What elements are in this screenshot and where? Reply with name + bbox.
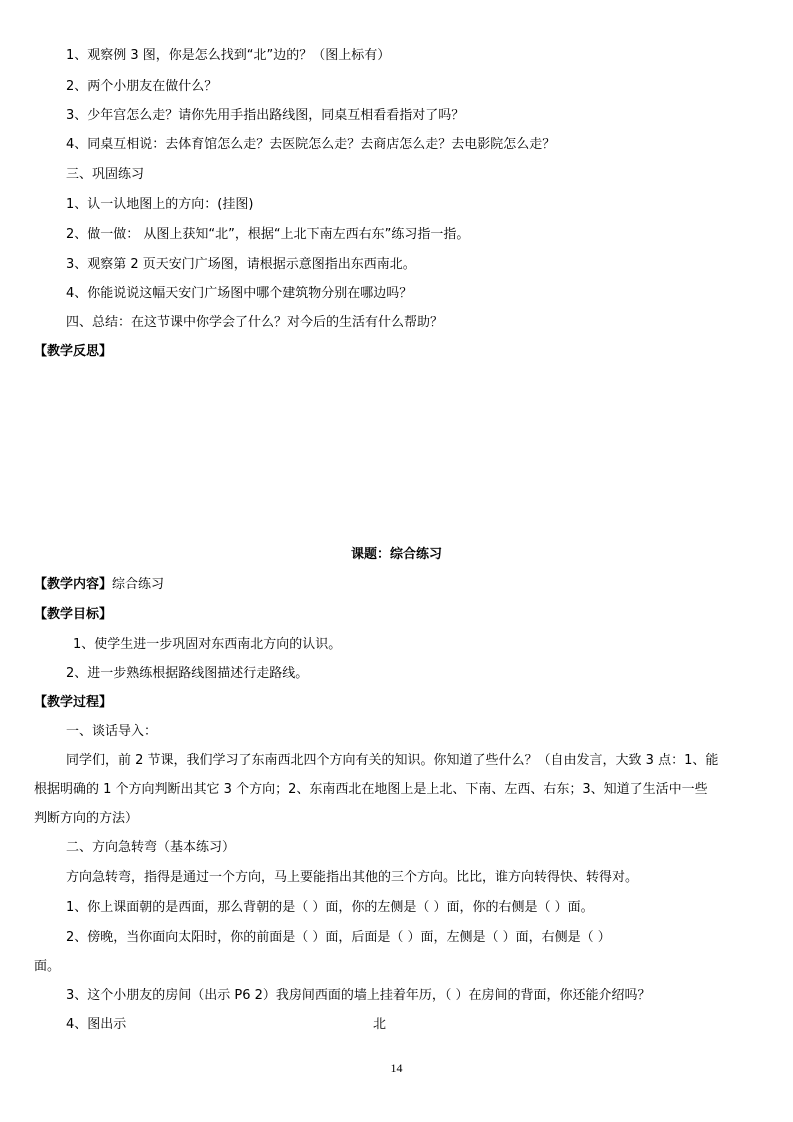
section-heading-consolidation: 三、巩固练习 bbox=[66, 167, 145, 182]
question-2-line-1: 2、傍晚，当你面向太阳时，你的前面是（ ）面，后面是（ ）面，左侧是（ ）面，右侧是（ ） bbox=[66, 930, 611, 945]
lesson-title: 课题：综合练习 bbox=[350, 547, 442, 562]
question-4-label: 4、图出示 bbox=[66, 1017, 127, 1032]
page-number: 14 bbox=[390, 1061, 403, 1075]
exercise-line-3: 3、少年宫怎么走？请你先用手指出路线图，同桌互相看看指对了吗？ bbox=[66, 108, 465, 123]
consolidation-line-1: 1、认一认地图上的方向：(挂图) bbox=[66, 197, 254, 212]
goal-item-1: 1、使学生进一步巩固对东西南北方向的认识。 bbox=[73, 637, 342, 652]
exercise-line-4: 4、同桌互相说：去体育馆怎么走？去医院怎么走？去商店怎么走？去电影院怎么走？ bbox=[66, 137, 556, 152]
reflection-heading: 【教学反思】 bbox=[34, 344, 113, 359]
consolidation-line-4: 4、你能说说这幅天安门广场图中哪个建筑物分别在哪边吗？ bbox=[66, 286, 413, 301]
intro-paragraph-line-2: 根据明确的 1 个方向判断出其它 3 个方向；2、东南西北在地图上是上北、下南、左西、右东；3、知道了生活中一些 bbox=[34, 782, 708, 797]
turn-description: 方向急转弯，指得是通过一个方向，马上要能指出其他的三个方向。比比，谁方向转得快、转得对。 bbox=[66, 870, 639, 885]
consolidation-line-2: 2、做一做： 从图上获知“北”，根据“上北下南左西右东”练习指一指。 bbox=[66, 227, 470, 242]
process-heading: 【教学过程】 bbox=[34, 695, 113, 710]
exercise-line-1: 1、观察例 3 图，你是怎么找到“北”边的？（图上标有） bbox=[66, 48, 391, 63]
goals-heading: 【教学目标】 bbox=[34, 607, 113, 622]
intro-paragraph-line-1: 同学们，前 2 节课，我们学习了东南西北四个方向有关的知识。你知道了些什么？（自由发言，大致 3 点：1、能 bbox=[66, 753, 719, 768]
summary-line: 四、总结：在这节课中你学会了什么？对今后的生活有什么帮助？ bbox=[66, 315, 444, 330]
intro-paragraph-line-3: 判断方向的方法） bbox=[34, 811, 139, 826]
consolidation-line-3: 3、观察第 2 页天安门广场图，请根据示意图指出东西南北。 bbox=[66, 257, 416, 272]
content-heading: 【教学内容】 bbox=[34, 577, 113, 592]
question-1: 1、你上课面朝的是西面，那么背朝的是（ ）面，你的左侧是（ ）面，你的右侧是（ ）面。 bbox=[66, 900, 594, 915]
exercise-line-2: 2、两个小朋友在做什么？ bbox=[66, 79, 218, 94]
north-label: 北 bbox=[373, 1017, 387, 1032]
question-2-line-2: 面。 bbox=[34, 959, 61, 974]
goal-item-2: 2、进一步熟练根据路线图描述行走路线。 bbox=[66, 666, 309, 681]
content-text: 综合练习 bbox=[112, 577, 165, 592]
content-line bbox=[34, 576, 164, 594]
intro-heading: 一、谈话导入： bbox=[66, 724, 158, 739]
turn-heading: 二、方向急转弯（基本练习） bbox=[66, 840, 236, 855]
question-3: 3、这个小朋友的房间（出示 P6 2）我房间西面的墙上挂着年历，（ ）在房间的背面，你还能介绍吗？ bbox=[66, 988, 651, 1003]
